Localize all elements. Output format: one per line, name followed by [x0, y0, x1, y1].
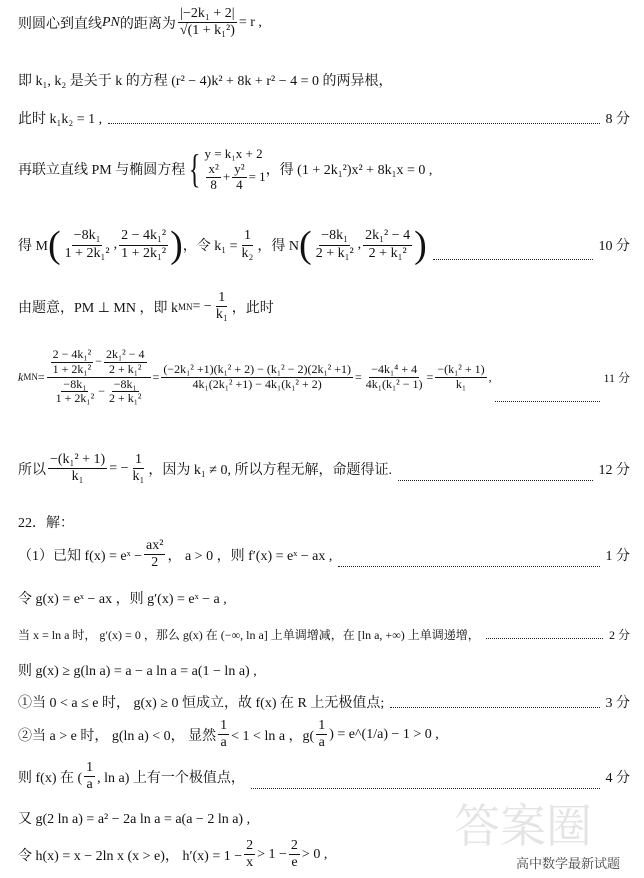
line-product — [18, 108, 630, 128]
denominator: a — [318, 735, 325, 751]
equation-system — [204, 146, 265, 193]
text: 再联立直线 PM 与椭圆方程 — [18, 163, 186, 179]
text: < 1 < ln a ，g( — [231, 728, 315, 744]
numerator: x² — [208, 161, 219, 176]
score: 3 分 — [605, 696, 630, 711]
fraction — [240, 228, 256, 261]
text: 的距离为 — [119, 16, 176, 32]
text: ，得 N — [257, 239, 300, 254]
fraction — [144, 538, 165, 571]
line-g-def: 令 g(x) = eˣ − ax ，则 g′(x) = eˣ − a , — [18, 592, 227, 607]
score: 2 分 — [608, 628, 630, 642]
line-g-min: 则 g(x) ≥ g(ln a) = a − a ln a = a(1 − ln a) , — [18, 664, 257, 679]
text: ，此时 — [231, 300, 274, 316]
denominator: 2 + k₁² — [315, 245, 354, 261]
numerator: −(k₁² + 1) — [437, 361, 485, 376]
text: 所以 — [18, 462, 46, 478]
denominator: 2 + k₁² — [108, 391, 142, 406]
section-heading: 22．解： — [18, 516, 74, 531]
score: 1 分 — [605, 548, 630, 564]
denominator: k₁ — [71, 469, 84, 485]
text: ，令 k₁ = — [182, 239, 238, 254]
text: 此时 k₁k₂ = 1 , — [18, 112, 103, 127]
line-case-1 — [18, 692, 630, 712]
text: 由题意，PM ⊥ MN ，即 k — [18, 300, 178, 316]
numerator: y² — [234, 161, 245, 176]
fraction — [435, 363, 486, 392]
fraction — [206, 162, 220, 193]
fraction — [364, 363, 425, 392]
text: > 1 − — [257, 846, 287, 862]
text: 令 h(x) = x − 2ln x (x > e)， h′(x) = 1 − — [18, 848, 243, 864]
paren: ( — [47, 224, 61, 266]
denominator: k₁ — [132, 469, 145, 485]
dot-leader — [108, 122, 599, 124]
fraction — [232, 162, 246, 193]
fraction — [244, 838, 255, 871]
equation: y = k₁x + 2 — [204, 146, 263, 161]
text: , ln a) 上有一个极值点， — [97, 770, 245, 786]
line-conclusion: 所以 $\frac{\text{−(k₁² + 1)}}{\text{k₁}}$ = − $\frac{1}{\text{k₁}}$ ，因为 k₁ ≠ 0, 所以方程无解，命题得证. 12 分 — [18, 452, 630, 485]
numerator: 1 — [242, 228, 253, 245]
numerator: 1 — [316, 718, 327, 735]
fraction — [119, 228, 168, 261]
fraction — [161, 363, 353, 392]
fraction — [289, 838, 300, 871]
dot-leader — [486, 637, 603, 639]
text: （1）已知 f(x) = eˣ − — [18, 548, 143, 564]
denominator: 4k₁(k₁² − 1) — [365, 376, 423, 391]
text: k — [18, 369, 24, 384]
numerator: ax² — [144, 538, 165, 555]
numerator: $\frac{\text{2 − 4k₁²}}{\text{1 + 2k₁²}}$ − $\frac{\text{2k₁² − 4}}{\text{2 + k₁²}}$ — [47, 348, 151, 378]
denominator: 2 + k₁² — [108, 361, 142, 376]
numerator: −8k₁ — [72, 228, 103, 245]
watermark-text: 高中数学最新试题 — [515, 857, 620, 872]
fraction — [54, 378, 97, 407]
numerator: |−2k₁ + 2| — [178, 6, 236, 23]
denominator: 4k₁(2k₁² +1) − 4k₁(k₁² + 2) — [192, 376, 322, 391]
subscript: MN — [178, 301, 193, 312]
numerator: 2 − 4k₁² — [119, 228, 168, 245]
score: 10 分 — [598, 239, 630, 254]
numerator: −4k₁⁴ + 4 — [371, 361, 418, 376]
numerator: −(k₁² + 1) — [48, 452, 107, 469]
text: ①当 0 < a ≤ e 时， g(x) ≥ 0 恒成立，故 f(x) 在 R 上无极值点; — [18, 696, 385, 711]
numerator: 1 — [216, 290, 227, 307]
numerator: 2 − 4k₁² — [52, 347, 92, 361]
text: ) = e^(1/a) − 1 > 0 , — [329, 726, 439, 742]
fraction — [314, 228, 356, 261]
denominator: $\frac{\text{−8k₁}}{\text{1 + 2k₁²}}$ − $\frac{\text{−8k₁}}{\text{2 + k₁²}}$ — [55, 376, 142, 406]
line-system — [18, 146, 630, 193]
fraction — [178, 6, 237, 39]
line-roots: 即 k₁, k₂ 是关于 k 的方程 (r² − 4)k² + 8k + r² − 4 = 0 的两异根， — [18, 74, 393, 89]
paren: ) — [170, 224, 183, 266]
text: > 0 , — [301, 846, 328, 862]
dot-leader — [338, 565, 599, 567]
text: ，得 (1 + 2k₁²)x² + 8k₁x = 0 , — [265, 163, 433, 179]
dot-leader — [251, 787, 600, 789]
denominator: 2 + k₁² — [368, 245, 407, 261]
numerator: −8k₁ — [63, 376, 87, 391]
watermark-logo — [450, 790, 620, 860]
dot-leader — [390, 706, 599, 708]
denominator: k₁ — [455, 376, 467, 391]
text: = − — [192, 298, 212, 314]
compound-fraction — [47, 348, 151, 406]
denominator: e — [291, 855, 298, 871]
score: 12 分 — [598, 462, 630, 478]
paren: ) — [414, 224, 427, 266]
numerator: 2k₁² − 4 — [105, 347, 145, 361]
numerator: −8k₁ — [319, 228, 350, 245]
denominator: 1 + 2k₁² — [52, 361, 92, 376]
dot-leader — [495, 400, 601, 402]
score: 8 分 — [605, 112, 630, 127]
line-points: 得 M ( $\frac{\text{−8k₁}}{\text{1 + 2k₁²}}$ , $\frac{\text{2 − 4k₁²}}{\text{1 + 2k₁²}}$ ) ，令 k₁ = $\frac{1}{\text{k₂}}$ ，得 N ( $\frac{\text{−8k₁}}{\text{2 + k₁²}}$ , $\frac{\text{2k₁² − 4}}{\text{2 + k₁²}}$ ) 10 分 — [18, 224, 630, 266]
score: 11 分 — [603, 370, 630, 385]
denominator: √(1 + k₁²) — [179, 23, 235, 39]
fraction — [316, 718, 327, 751]
numerator: −8k₁ — [113, 376, 137, 391]
denominator: a — [220, 735, 227, 751]
line-distance — [18, 6, 630, 39]
denominator: 1 + 2k₁² — [121, 245, 167, 261]
line-extremum — [18, 760, 630, 793]
line-case-2 — [18, 718, 630, 751]
line-slope-calc: k MN = $\frac{\text{2 − 4k₁²}}{\text{1 + 2k₁²}}$ − $\frac{\text{2k₁² − 4}}{\text{2 + k₁²}}$ $\frac{\text{−8k₁}}{\text{1 + 2k₁²}}$ − $\frac{\text{−8k₁}}{\text{2 + k₁²}}$ = $\frac{\text{(−2k₁² +1)(k₁² + 2) − (k₁² − 2)(2k₁² +1)}}{\text{4k₁(2k₁² +1) − 4k₁(k₁² + 2)}}$ = $\frac{\text{−4k₁⁴ + 4}}{\text{4k₁(k₁² − 1)}}$ = $\frac{\text{−(k₁² + 1)}}{\text{k₁}}$ , 11 分 — [18, 347, 630, 406]
text: PN — [102, 14, 120, 30]
text: ，因为 k₁ ≠ 0, 所以方程无解，命题得证. — [148, 462, 392, 478]
fraction — [107, 378, 144, 407]
subscript: MN — [23, 372, 38, 383]
fraction — [63, 228, 112, 261]
fraction — [214, 290, 230, 323]
text: 则 f(x) 在 ( — [18, 770, 83, 786]
denominator: k₁ — [215, 307, 228, 323]
line-g-2lna: 又 g(2 ln a) = a² − 2a ln a = a(a − 2 ln a) , — [18, 812, 251, 827]
text: 则圆心到直线 — [18, 16, 102, 32]
paren: ( — [299, 224, 312, 266]
numerator: 2 — [289, 838, 300, 855]
dot-leader — [398, 479, 593, 481]
line-derivative — [18, 538, 630, 571]
denominator: 2 — [151, 555, 159, 571]
fraction — [104, 348, 147, 377]
denominator: 1 + 2k₁² — [64, 245, 110, 261]
denominator: k₂ — [241, 245, 254, 261]
dot-leader — [433, 258, 593, 260]
text: 当 x = ln a 时， g′(x) = 0 ，那么 g(x) 在 (−∞, ln a] 上单调增减，在 [ln a, +∞) 上单调递增， — [18, 628, 480, 642]
numerator: 2k₁² − 4 — [363, 228, 412, 245]
numerator: 2 — [244, 838, 255, 855]
denominator: x — [246, 855, 254, 871]
score: 4 分 — [605, 770, 630, 786]
denominator: 4 — [236, 176, 243, 192]
numerator: (−2k₁² +1)(k₁² + 2) − (k₁² − 2)(2k₁² +1) — [163, 361, 352, 376]
fraction — [51, 348, 94, 377]
denominator: 1 + 2k₁² — [55, 391, 95, 406]
fraction — [218, 718, 229, 751]
text: ②当 a > e 时， g(ln a) < 0， 显然 — [18, 728, 217, 744]
fraction — [48, 452, 107, 485]
fraction — [131, 452, 147, 485]
fraction — [363, 228, 412, 261]
text: = r , — [238, 14, 262, 30]
denominator: 8 — [210, 176, 217, 192]
watermark-logo-text: 答案圈 — [454, 799, 592, 853]
text: ， a > 0 ，则 f′(x) = eˣ − ax , — [167, 548, 333, 564]
line-perpendicular — [18, 290, 630, 323]
line-monotonic — [18, 626, 630, 643]
text: 得 M — [18, 239, 48, 254]
denominator: a — [86, 777, 93, 793]
fraction — [84, 760, 95, 793]
numerator: 1 — [133, 452, 144, 469]
equation: $\frac{\text{x²}}{8}$ + $\frac{\text{y²}}{4}$ = 1 — [208, 161, 266, 192]
numerator: 1 — [84, 760, 95, 777]
brace: { — [189, 146, 201, 192]
text: = 1 — [248, 169, 266, 185]
numerator: 1 — [218, 718, 229, 735]
